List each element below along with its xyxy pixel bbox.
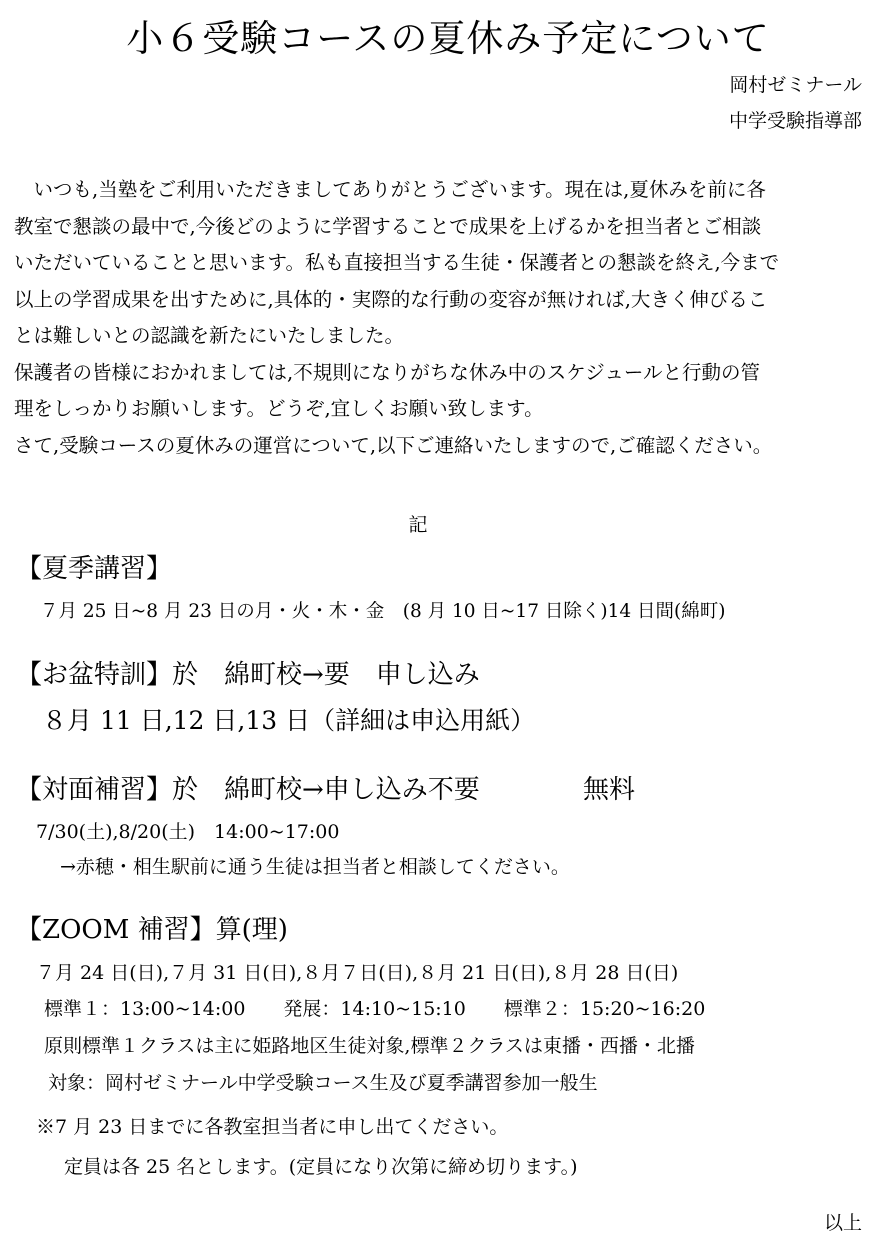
document-title: 小６受験コースの夏休み予定について xyxy=(126,17,770,60)
taimen-schedule: 7/30(土),8/20(土) 14:00~17:00 xyxy=(36,821,340,843)
deadline-note: ※7 月 23 日までに各教室担当者に申し出てください。 xyxy=(36,1116,509,1138)
intro-line: いつも,当塾をご利用いただきましてありがとうございます。現在は,夏休みを前に各 xyxy=(14,178,766,201)
obon-training-heading: 【お盆特訓】於 綿町校→要 申し込み xyxy=(16,660,480,690)
intro-line: とは難しいとの認識を新たにいたしました。 xyxy=(14,324,405,347)
intro-line: 教室で懇談の最中で,今後どのように学習することで成果を上げるかを担当者とご相談 xyxy=(14,214,762,238)
intro-paragraph xyxy=(14,172,874,464)
intro-line: 保護者の皆様におかれましては,不規則になりがちな休み中のスケジュールと行動の管 xyxy=(14,360,761,384)
zoom-target: 対象：岡村ゼミナール中学受験コース生及び夏季講習参加一般生 xyxy=(48,1072,598,1094)
summer-course-heading: 【夏季講習】 xyxy=(16,554,173,584)
closing-mark: 以上 xyxy=(823,1212,862,1234)
obon-training-detail: ８月 11 日,12 日,13 日（詳細は申込用紙） xyxy=(42,706,536,735)
zoom-dates: ７月 24 日(日),７月 31 日(日),８月７日(日),８月 21 日(日),８月 28 日(日) xyxy=(36,962,679,984)
taimen-note: →赤穂・相生駅前に通う生徒は担当者と相談してください。 xyxy=(60,856,570,878)
capacity-note: 定員は各 25 名とします。(定員になり次第に締め切ります。) xyxy=(64,1156,578,1178)
taimen-free-label: 無料 xyxy=(583,775,636,805)
zoom-times: 標準１：13:00~14:00 発展：14:10~15:10 標準２：15:20~16:20 xyxy=(44,998,706,1020)
zoom-heading: 【ZOOM 補習】算(理) xyxy=(16,915,288,945)
summer-course-detail: ７月 25 日~8 月 23 日の月・火・木・金 (8 月 10 日~17 日除く)14 日間(綿町) xyxy=(40,601,726,622)
intro-line: いただいていることと思います。私も直接担当する生徒・保護者との懇談を終え,今まで xyxy=(14,251,780,274)
department-name: 中学受験指導部 xyxy=(728,110,862,132)
zoom-class-rule: 原則標準１クラスは主に姫路地区生徒対象,標準２クラスは東播・西播・北播 xyxy=(44,1035,695,1057)
intro-line: 以上の学習成果を出すために,具体的・実際的な行動の変容が無ければ,大きく伸びるこ xyxy=(14,287,768,311)
organization-name: 岡村ゼミナール xyxy=(729,74,862,96)
taimen-heading: 【対面補習】於 綿町校→申し込み不要 xyxy=(16,775,480,805)
intro-line: さて,受験コースの夏休みの運営について,以下ご連絡いたしますので,ご確認ください。 xyxy=(14,433,773,457)
intro-line: 理をしっかりお願いします。どうぞ,宜しくお願い致します。 xyxy=(14,397,544,420)
ki-marker: 記 xyxy=(408,514,428,536)
